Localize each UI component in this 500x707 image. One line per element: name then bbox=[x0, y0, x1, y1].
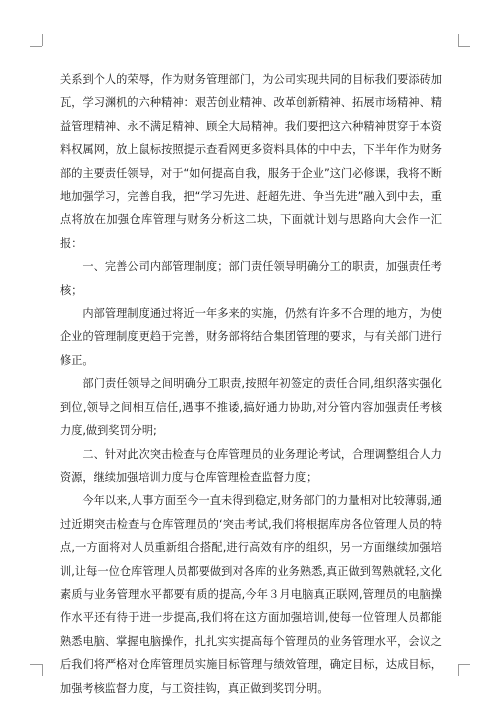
heading-section-one: 一、完善公司内部管理制度；部门责任领导明确分工的职责，加强责任考核； bbox=[60, 260, 442, 297]
crop-mark-bottom-right-v bbox=[458, 664, 459, 676]
crop-mark-bottom-left-h bbox=[30, 664, 42, 665]
paragraph-responsibility: 部门责任领导之间明确分工职责,按照年初签定的责任合同,组织落实强化到位,领导之间相互信任,遇事不推诿,搞好通力协助,对分管内容加强责任考核力度,做到奖罚分明; bbox=[60, 377, 442, 438]
crop-mark-top-right-v bbox=[458, 34, 459, 46]
paragraph-management-system: 内部管理制度通过将近一年多来的实施，仍然有许多不合理的地方，为使企业的管理制度更趋于完善，财务部将结合集团管理的要求，与有关部门进行修正。 bbox=[60, 307, 442, 367]
crop-mark-bottom-left-v bbox=[42, 664, 43, 676]
document-body bbox=[60, 68, 442, 700]
crop-mark-top-right-h bbox=[458, 46, 470, 47]
crop-mark-top-left-v bbox=[42, 34, 43, 46]
heading-section-two: 二、针对此次突击检查与仓库管理员的业务理论考试，合理调整组合人力资源，继续加强培训力度与仓库管理检查监督力度； bbox=[60, 447, 442, 484]
paragraph-training: 今年以来,人事方面至今一直未得到稳定,财务部门的力量相对比较薄弱,通过近期突击检查与仓库管理员的‘突击考试,我们将根据库房各位管理人员的特点,一方面将对人员重新组合搭配,进行高效有序的组织，另一方面继续加强培训,让每一位仓库管理人员都要做到对各库的业务熟悉,真正做到驾熟就轻,文化素质与业务管理水平都要有质的提高,今年３月电脑真正联网,管理员的电脑操作水平还有待于进一步提高,我们将在这方面加强培训,使每一位管理人员都能熟悉电脑、掌握电脑操作，扎扎实实提高每个管理员的业务管理水平，会议之后我们将严格对仓库管理员实施目标管理与绩效管理，确定目标，达成目标，加强考核监督力度，与工资挂钩，真正做到奖罚分明。 bbox=[60, 494, 442, 695]
crop-mark-top-left-h bbox=[30, 46, 42, 47]
crop-mark-bottom-right-h bbox=[458, 664, 470, 665]
paragraph-intro: 关系到个人的荣辱，作为财务管理部门，为公司实现共同的目标我们要添砖加瓦，学习渊机的六种精神：艰苦创业精神、改革创新精神、拓展市场精神、精益管理精神、永不满足精神、顾全大局精神。我们要把这六种精神贯穿于本资料权属网，放上鼠标按照提示查看网更多资料具体的中中去，下半年作为财务部的主要责任领导，对于“如何提高自我，服务于企业”这门必修课，我将不断地加强学习，完善自我，把“学习先进、赶超先进、争当先进”融入到中去，重点将放在加强仓库管理与财务分析这二块，下面就计划与思路向大会作一汇报： bbox=[60, 73, 442, 250]
